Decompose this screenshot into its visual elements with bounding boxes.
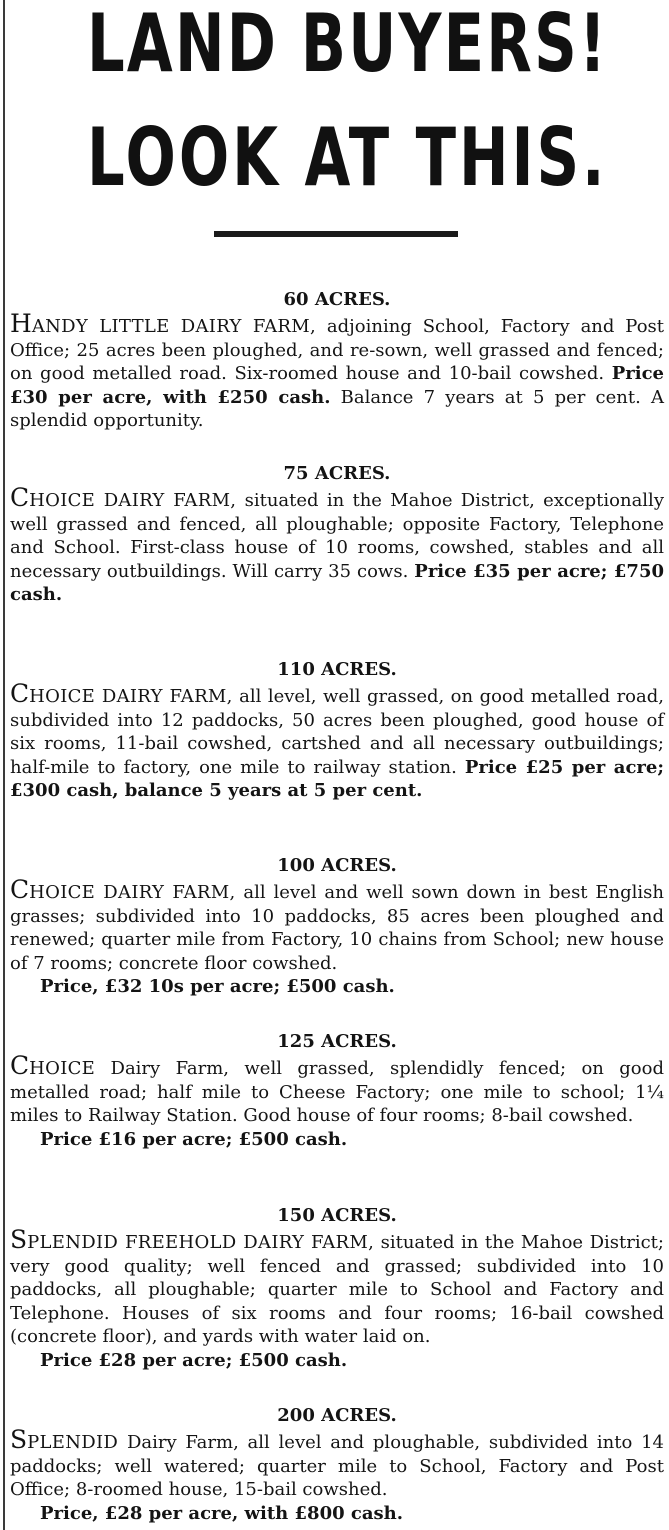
listing-terms: Balance 7 years at 5 per cent. A splendid opportunity. [10, 386, 664, 431]
listing-lead: ANDY LITTLE DAIRY FARM, [31, 316, 317, 337]
listing-125-acres [10, 1031, 664, 1151]
listing-200-acres [10, 1405, 664, 1525]
drop-initial: S [10, 1425, 28, 1454]
drop-initial: H [10, 309, 32, 338]
listing-price: Price £16 per acre; £500 cash. [40, 1128, 348, 1150]
listing-text: Dairy Farm, all level and ploughable, subdivided into 14 paddocks; well watered; quarter mile to School, Factory and Post Office; 8-roomed house, 15-bail cowshed. [10, 1432, 664, 1500]
listing-75-acres [10, 463, 664, 607]
listing-description [10, 1051, 664, 1128]
listing-acres-heading: 100 ACRES. [277, 855, 397, 876]
listing-price: Price, £32 10s per acre; £500 cash. [40, 976, 395, 997]
listing-description [10, 483, 665, 607]
drop-initial: C [10, 875, 30, 904]
listing-lead: PLENDID FREEHOLD DAIRY FARM, [27, 1232, 375, 1253]
listing-description [10, 309, 664, 433]
listing-text: situated in the Mahoe District; very good quality; well fenced and grassed; subdivided into 10 paddocks, all ploughable; quarter mile to School and Factory and Telephone. Houses of six rooms and four rooms; 16-bail cowshed (concrete floor), and yards with water laid on. [10, 1232, 664, 1347]
listing-price: Price £35 per acre; £750 cash. [10, 560, 665, 605]
listing-price: Price £28 per acre; £500 cash. [40, 1349, 348, 1371]
listing-acres-heading: 75 ACRES. [283, 463, 391, 484]
listing-lead: HOICE [29, 1058, 96, 1079]
listing-description [10, 1225, 664, 1349]
drop-initial: C [10, 679, 30, 708]
listing-acres-heading: 150 ACRES. [277, 1205, 397, 1226]
listing-lead: HOICE DAIRY FARM, [29, 882, 236, 903]
listing-description [10, 875, 665, 975]
drop-initial: C [10, 1051, 30, 1080]
headline-land-buyers: LAND BUYERS! [86, 0, 609, 90]
column-rule [3, 0, 5, 1530]
listing-price: Price, £28 per acre, with £800 cash. [40, 1502, 403, 1524]
listing-text: all level and well sown down in best English grasses; subdivided into 10 paddocks, 85 acres been ploughed and renewed; quarter mile from Factory, 10 chains from School; new house of 7 rooms; concrete floor cowshed. [10, 882, 665, 974]
headline-look-at-this: LOOK AT THIS. [86, 111, 608, 204]
headline-divider [214, 231, 458, 237]
listing-60-acres [10, 289, 664, 433]
listing-description [10, 679, 664, 803]
listing-text: all level, well grassed, on good metalled road, subdivided into 12 paddocks, 50 acres been ploughed, good house of six rooms, 11-bail cowshed, cartshed and all necessary outbuildings; half-mile to factory, one mile to railway station. [10, 686, 664, 778]
listing-lead: PLENDID [27, 1432, 119, 1453]
listing-150-acres [10, 1205, 664, 1372]
drop-initial: S [10, 1225, 28, 1254]
listing-100-acres [10, 855, 664, 999]
listing-price: Price £25 per acre; £300 cash, balance 5 years at 5 per cent. [10, 756, 664, 801]
listing-description [10, 1425, 664, 1502]
listing-110-acres [10, 659, 664, 803]
listing-acres-heading: 60 ACRES. [283, 289, 391, 310]
listing-text: situated in the Mahoe District, exceptionally well grassed and fenced, all ploughable; opposite Factory, Telephone and School. First-class house of 10 rooms, cowshed, stables and all necessary outbuildings. Will carry 35 cows. [10, 490, 664, 582]
listing-price: Price £30 per acre, with £250 cash. [10, 363, 664, 408]
listing-text: adjoining School, Factory and Post Office; 25 acres been ploughed, and re-sown, well grassed and fenced; on good metalled road. Six-roomed house and 10-bail cowshed. [10, 316, 664, 384]
listing-lead: HOICE DAIRY FARM, [29, 686, 233, 707]
drop-initial: C [10, 483, 30, 512]
listing-text: Dairy Farm, well grassed, splendidly fenced; on good metalled road; half mile to Cheese Factory; one mile to school; 1¼ miles to Railway Station. Good house of four rooms; 8-bail cowshed. [10, 1058, 664, 1126]
listing-lead: HOICE DAIRY FARM, [29, 490, 237, 511]
listing-acres-heading: 125 ACRES. [277, 1031, 397, 1052]
listing-acres-heading: 110 ACRES. [277, 659, 397, 680]
listing-acres-heading: 200 ACRES. [277, 1405, 397, 1426]
